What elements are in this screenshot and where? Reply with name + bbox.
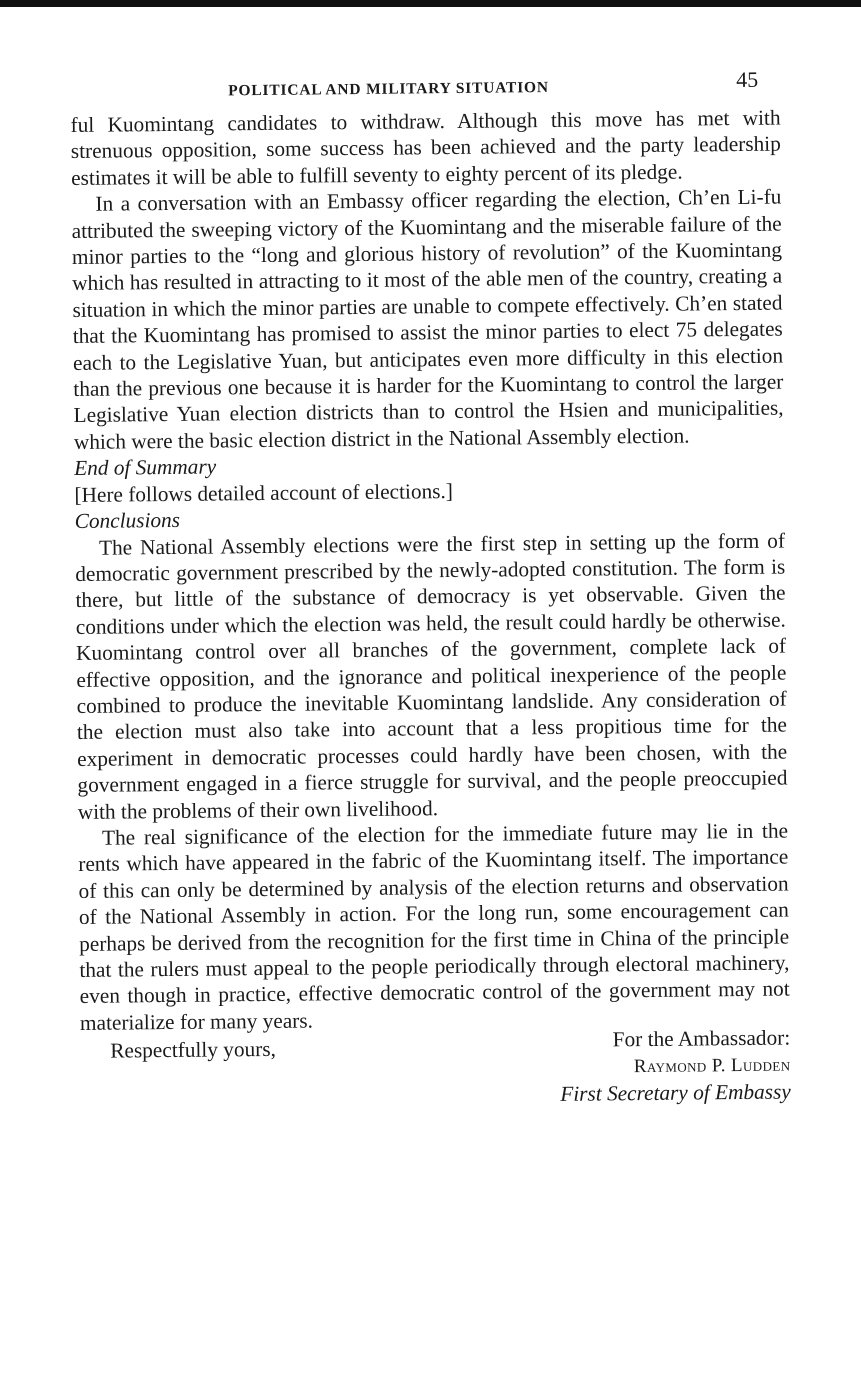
document-page	[70, 63, 791, 1121]
paragraph-chen-li-fu: In a conversation with an Embassy officer regarding the election, Ch’en Li-fu attributed the sweeping victory of the Kuomintang and the miserable failure of the minor parties to the “long and glorious history of revolution” of the Kuomintang which has resulted in attracting to it most of the able men of the country, creating a situation in which the minor parties are unable to compete effectively. Ch’en stated that the Kuomintang has promised to assist the minor parties to elect 75 delegates each to the Legislative Yuan, but anticipates even more difficulty in this election than the previous one because it is harder for the Kuomintang to control the larger Legislative Yuan election districts than to control the Hsien and municipalities, which were the basic election district in the National Assembly election.	[71, 184, 784, 454]
running-head: POLITICAL AND MILITARY SITUATION	[228, 78, 549, 100]
salutation: Respectfully yours,	[110, 1037, 277, 1063]
paragraph-continued: ful Kuomintang candidates to withdraw. Although this move has met with strenuous opposition, some success has been achieved and the party leadership estimates it will be able to fulfill seventy to eighty percent of its pledge.	[70, 105, 781, 190]
signer-name: Raymond P. Ludden	[633, 1054, 791, 1078]
conclusions-heading: Conclusions	[74, 507, 181, 534]
for-the-ambassador: For the Ambassador:	[612, 1025, 791, 1052]
page-header	[70, 63, 780, 112]
closing-block	[80, 1025, 791, 1120]
end-of-summary-heading: End of Summary	[74, 454, 217, 481]
paragraph-significance: The real significance of the election for the immediate future may lie in the rents which have appeared in the fabric of the Kuomintang itself. The importance of this can only be determined by analysis of the election returns and observation of the National Assembly in action. For the long run, some encouragement can perhaps be derived from the recognition for the first time in China of the principle that the rulers must appeal to the people periodically through electoral machinery, even though in practice, effective democratic control of the government may not materialize for many years.	[78, 818, 790, 1035]
signer-title: First Secretary of Embassy	[560, 1079, 791, 1107]
paragraph-conclusions: The National Assembly elections were the first step in setting up the form of democratic government prescribed by the newly-adopted constitution. The form is there, but little of the substance of democracy is yet observable. Given the conditions under which the election was held, the result could hardly be otherwise. Kuomintang control over all branches of the government, complete lack of effective opposition, and the ignorance and political inexperience of the people combined to produce the inevitable Kuomintang landslide. Any consideration of the election must also take into account that a less propitious time for the experiment in democratic processes could hardly have been chosen, with the government engaged in a fierce struggle for survival, and the people preoccupied with the problems of their own livelihood.	[75, 528, 788, 824]
editorial-note: [Here follows detailed account of elections.]	[74, 478, 454, 507]
body-text	[70, 105, 791, 1121]
scan-top-border	[0, 0, 861, 7]
page-number: 45	[736, 66, 759, 93]
